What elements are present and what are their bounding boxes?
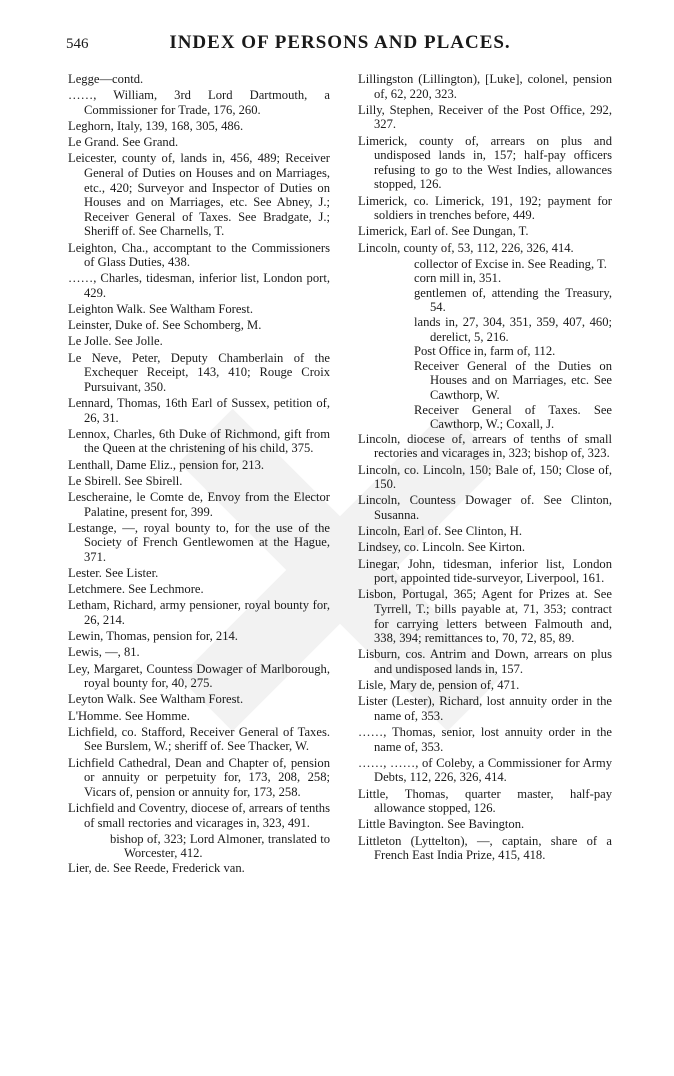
index-entry: Lilly, Stephen, Receiver of the Post Office, 292, 327. <box>358 102 612 132</box>
index-entry: Lier, de. See Reede, Frederick van. <box>68 860 245 875</box>
index-entry: lands in, 27, 304, 351, 359, 407, 460; derelict, 5, 216. <box>414 315 612 344</box>
index-entry: Limerick, county of, arrears on plus and undisposed lands in, 157; half-pay officers refusing to go to the West Indies, allowances stopped, 126. <box>358 133 612 192</box>
index-entry: Le Grand. See Grand. <box>68 135 179 150</box>
index-entry: Lisburn, cos. Antrim and Down, arrears on plus and undisposed lands in, 157. <box>358 647 612 676</box>
index-entry: Lichfield, co. Stafford, Receiver General of Taxes. See Burslem, W.; sheriff of. See Thacker, W. <box>68 724 330 754</box>
index-entry: Lindsey, co. Lincoln. See Kirton. <box>358 540 526 555</box>
index-entry: Lincoln, Countess Dowager of. See Clinton, Susanna. <box>358 493 612 522</box>
index-entry: Receiver General of the Duties on Houses and on Marriages, etc. See Cawthorp, W. <box>414 358 612 403</box>
index-entry: Lister (Lester), Richard, lost annuity order in the name of, 353. <box>358 694 612 723</box>
index-entry: Lewis, —, 81. <box>68 645 140 660</box>
index-entry: ……, William, 3rd Lord Dartmouth, a Commissioner for Trade, 176, 260. <box>68 88 330 117</box>
index-entry: Lester. See Lister. <box>68 566 159 581</box>
index-entry: Lescheraine, le Comte de, Envoy from the Elector Palatine, present for, 399. <box>68 489 330 519</box>
index-entry: Little Bavington. See Bavington. <box>358 817 525 832</box>
index-entry: Lennard, Thomas, 16th Earl of Sussex, petition of, 26, 31. <box>68 396 330 425</box>
index-column-left <box>68 72 330 877</box>
index-entry: Lisle, Mary de, pension of, 471. <box>358 678 520 693</box>
index-entry: Ley, Margaret, Countess Dowager of Marlborough, royal bounty for, 40, 275. <box>68 661 330 691</box>
index-entry: Lewin, Thomas, pension for, 214. <box>68 629 238 644</box>
index-entry: corn mill in, 351. <box>414 271 502 286</box>
index-entry: Lincoln, county of, 53, 112, 226, 326, 414. <box>358 240 574 255</box>
index-entry: Le Neve, Peter, Deputy Chamberlain of the Exchequer Receipt, 143, 410; Rouge Croix Pursuivant, 350. <box>68 350 330 394</box>
index-entry: gentlemen of, attending the Treasury, 54. <box>414 285 612 315</box>
index-entry: Leyton Walk. See Waltham Forest. <box>68 692 244 707</box>
page-header <box>66 28 614 56</box>
index-entry: Lisbon, Portugal, 365; Agent for Prizes at. See Tyrrell, T.; bills payable at, 71, 353; contract for carrying letters between Falmouth and, 338, 394; remittances to, 70, 72, 85, 89. <box>358 587 612 646</box>
page-number: 546 <box>66 36 89 52</box>
index-entry: Le Sbirell. See Sbirell. <box>68 473 183 488</box>
index-entry: bishop of, 323; Lord Almoner, translated to Worcester, 412. <box>110 831 330 861</box>
index-entry: Post Office in, farm of, 112. <box>414 344 556 359</box>
index-entry: Limerick, co. Limerick, 191, 192; payment for soldiers in trenches before, 449. <box>358 193 612 223</box>
index-entry: L'Homme. See Homme. <box>68 708 190 723</box>
index-entry: Lennox, Charles, 6th Duke of Richmond, gift from the Queen at the christening of his child, 375. <box>68 426 330 456</box>
index-column-right <box>358 72 612 864</box>
index-entry: Linegar, John, tidesman, inferior list, London port, appointed tide-surveyor, Liverpool, 161. <box>358 556 612 586</box>
index-entry: Lichfield Cathedral, Dean and Chapter of, pension or annuity or perpetuity for, 173, 208, 258; Vicars of, pension or annuity for, 173, 258. <box>68 755 330 799</box>
index-entry: Little, Thomas, quarter master, half-pay allowance stopped, 126. <box>358 786 612 816</box>
index-entry: Limerick, Earl of. See Dungan, T. <box>358 224 529 239</box>
index-entry: Leinster, Duke of. See Schomberg, M. <box>68 318 262 333</box>
index-entry: Lillingston (Lillington), [Luke], colonel, pension of, 62, 220, 323. <box>358 72 612 101</box>
index-entry: collector of Excise in. See Reading, T. <box>414 256 607 271</box>
page-title: INDEX OF PERSONS AND PLACES. <box>169 32 511 53</box>
index-entry: Lincoln, co. Lincoln, 150; Bale of, 150; Close of, 150. <box>358 462 612 492</box>
index-entry: Le Jolle. See Jolle. <box>68 334 163 349</box>
index-entry: Lenthall, Dame Eliz., pension for, 213. <box>68 457 265 472</box>
index-entry: Lestange, —, royal bounty to, for the use of the Society of French Gentlewomen at the Hague, 371. <box>68 520 330 564</box>
index-entry: ……, Thomas, senior, lost annuity order in the name of, 353. <box>358 725 612 754</box>
index-entry: Legge—contd. <box>68 72 144 86</box>
index-entry: Lincoln, Earl of. See Clinton, H. <box>358 524 523 539</box>
index-entry: Littleton (Lyttelton), —, captain, share of a French East India Prize, 415, 418. <box>358 833 612 863</box>
index-entry: Leghorn, Italy, 139, 168, 305, 486. <box>68 118 244 133</box>
index-entry: Leicester, county of, lands in, 456, 489; Receiver General of Duties on Houses and on Marriages, etc., 420; Surveyor and Inspector of Duties on Houses and on Marriages, etc. See Abney, J.; Receiver General of Taxes. See Bradgate, J.; Sheriff of. See Charnells, T. <box>68 151 330 239</box>
index-entry: Lichfield and Coventry, diocese of, arrears of tenths of small rectories and vicarages in, 323, 491. <box>68 800 330 830</box>
index-entry: Letham, Richard, army pensioner, royal bounty for, 26, 214. <box>68 598 330 628</box>
index-entry: Lincoln, diocese of, arrears of tenths of small rectories and vicarages in, 323; bishop of, 323. <box>358 431 612 461</box>
index-entry: Receiver General of Taxes. See Cawthorp, W.; Coxall, J. <box>414 402 612 432</box>
index-entry: Leighton Walk. See Waltham Forest. <box>68 302 253 317</box>
index-entry: Letchmere. See Lechmore. <box>68 582 204 597</box>
index-entry: ……, ……, of Coleby, a Commissioner for Army Debts, 112, 226, 326, 414. <box>358 755 612 785</box>
index-entry: ……, Charles, tidesman, inferior list, London port, 429. <box>68 271 330 300</box>
index-entry: Leighton, Cha., accomptant to the Commissioners of Glass Duties, 438. <box>68 240 330 270</box>
